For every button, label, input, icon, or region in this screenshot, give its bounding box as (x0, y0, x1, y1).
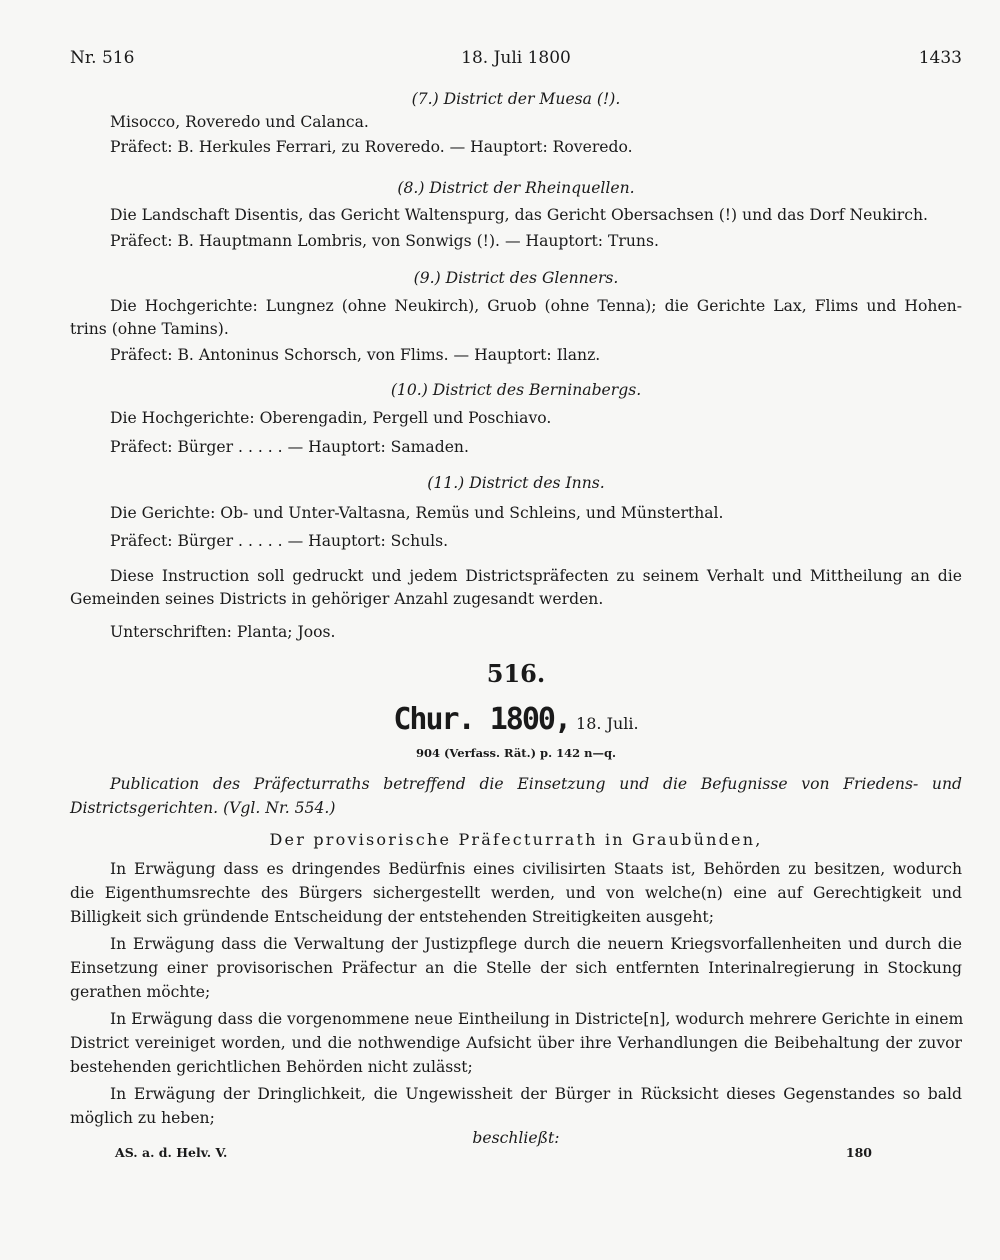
district-text: Misocco, Roveredo und Calanca. (110, 113, 369, 131)
page-header (70, 48, 962, 72)
district-heading: (7.) District der Muesa (!). (411, 90, 621, 108)
consideration-line: In Erwägung dass die Verwaltung der Justizpflege durch die neuern Kriegsvorfallenheiten und durch die (110, 935, 962, 953)
document-source: 904 (Verfass. Rät.) p. 142 n—q. (415, 746, 617, 760)
document-place: Chur. 1800, (393, 702, 571, 737)
district-prefect: Präfect: Bürger . . . . . — Hauptort: Samaden. (110, 438, 469, 456)
consideration-line: In Erwägung dass es dringendes Bedürfnis eines civilisirten Staats ist, Behörden zu besitzen, wodurch (110, 860, 962, 878)
footer-sheet-number: 180 (845, 1145, 872, 1160)
district-heading: (10.) District des Berninabergs. (390, 381, 642, 399)
document-issuer: Der provisorische Präfecturrath in Graubünden, (269, 830, 763, 849)
district-text: Die Hochgerichte: Lungnez (ohne Neukirch), Gruob (ohne Tenna); die Gerichte Lax, Flims und Hohen- (110, 297, 962, 315)
instruction-text: Gemeinden seines Districts in gehöriger Anzahl zugesandt werden. (70, 590, 604, 608)
consideration-line: In Erwägung dass die vorgenommene neue Eintheilung in Districte[n], wodurch mehrere Gerichte in einem (110, 1010, 964, 1028)
district-prefect: Präfect: Bürger . . . . . — Hauptort: Schuls. (110, 532, 449, 550)
instruction-text: Diese Instruction soll gedruckt und jedem Districtspräfecten zu seinem Verhalt und Mittheilung an die (110, 567, 962, 585)
consideration-line: District vereiniget worden, und die nothwendige Aufsicht über ihre Verhandlungen die Beibehaltung der zuvor (70, 1034, 962, 1052)
consideration-line: Billigkeit sich gründende Entscheidung der entstehenden Streitigkeiten ausgeht; (70, 908, 714, 926)
document-date: 18. Juli. (576, 714, 639, 733)
district-text: Die Gerichte: Ob- und Unter-Valtasna, Remüs und Schleins, und Münsterthal. (110, 504, 724, 522)
resolution: beschließt: (472, 1129, 560, 1147)
district-prefect: Präfect: B. Antoninus Schorsch, von Flims. — Hauptort: Ilanz. (110, 346, 601, 364)
header-page-number: 1433 (918, 48, 962, 68)
footer-source: AS. a. d. Helv. V. (115, 1145, 228, 1160)
consideration-line: die Eigenthumsrechte des Bürgers sichergestellt werden, und von welche(n) eine auf Gerechtigkeit und (70, 884, 962, 902)
consideration-line: möglich zu heben; (70, 1109, 215, 1127)
document-number: 516. (486, 659, 546, 688)
district-text: Die Landschaft Disentis, das Gericht Waltenspurg, das Gericht Obersachsen (!) und das Dorf Neukirch. (110, 206, 928, 224)
district-heading: (11.) District des Inns. (427, 474, 605, 492)
document-title: Publication des Präfecturraths betreffend die Einsetzung und die Befugnisse von Friedens- und (110, 775, 962, 793)
district-heading: (8.) District der Rheinquellen. (397, 179, 635, 197)
consideration-line: Einsetzung einer provisorischen Präfectur an die Stelle der sich entfernten Interinalregierung in Stockung (70, 959, 962, 977)
consideration-line: bestehenden gerichtlichen Behörden nicht zulässt; (70, 1058, 473, 1076)
consideration-line: gerathen möchte; (70, 983, 211, 1001)
header-date: 18. Juli 1800 (461, 48, 571, 68)
district-text: Die Hochgerichte: Oberengadin, Pergell und Poschiavo. (110, 409, 552, 427)
signatures: Unterschriften: Planta; Joos. (110, 623, 336, 641)
document-place-date (70, 700, 962, 744)
district-prefect: Präfect: B. Herkules Ferrari, zu Roveredo. — Hauptort: Roveredo. (110, 138, 633, 156)
document-title: Districtsgerichten. (Vgl. Nr. 554.) (70, 799, 336, 817)
district-prefect: Präfect: B. Hauptmann Lombris, von Sonwigs (!). — Hauptort: Truns. (110, 232, 659, 250)
district-text: trins (ohne Tamins). (70, 320, 229, 338)
district-heading: (9.) District des Glenners. (413, 269, 619, 287)
consideration-line: In Erwägung der Dringlichkeit, die Ungewissheit der Bürger in Rücksicht dieses Gegenstandes so bald (110, 1085, 962, 1103)
header-document-number: Nr. 516 (70, 48, 135, 68)
